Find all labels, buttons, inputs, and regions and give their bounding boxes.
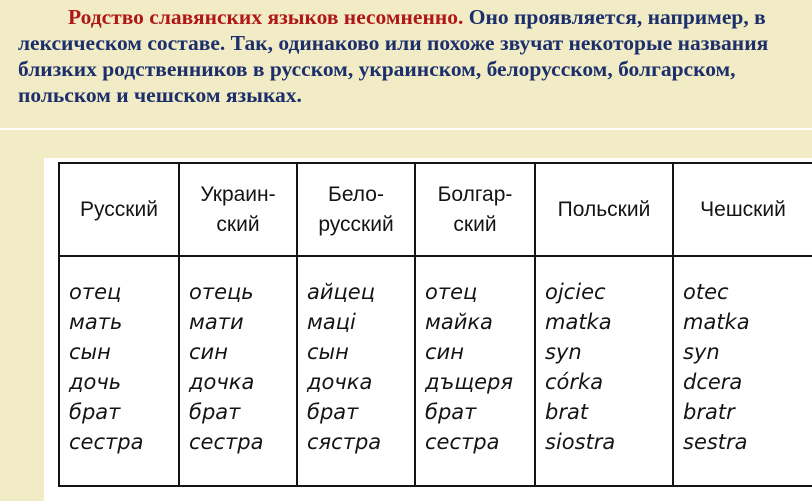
word: syn xyxy=(545,340,582,364)
header-row xyxy=(59,163,812,256)
word: майка xyxy=(425,310,493,334)
word: мать xyxy=(69,310,123,334)
word: сястра xyxy=(307,430,382,454)
word: bratr xyxy=(683,400,735,424)
table-image xyxy=(44,158,812,501)
word: ojciec xyxy=(545,280,606,304)
word: брат xyxy=(69,400,121,424)
word: айцец xyxy=(307,280,376,304)
intro-paragraph xyxy=(18,4,808,108)
word: дочка xyxy=(189,370,255,394)
words-row xyxy=(59,256,812,486)
word: маці xyxy=(307,310,356,334)
header-russian: Русский xyxy=(59,163,179,256)
cell-russian xyxy=(59,256,179,486)
word: otec xyxy=(683,280,729,304)
cell-ukrainian xyxy=(179,256,297,486)
word: сестра xyxy=(69,430,144,454)
word: син xyxy=(189,340,228,364)
header-bulgarian: Болгар- ский xyxy=(415,163,535,256)
header-belarusian: Бело- русский xyxy=(297,163,415,256)
word: дочь xyxy=(69,370,122,394)
word: syn xyxy=(683,340,720,364)
word: сестра xyxy=(189,430,264,454)
word: брат xyxy=(307,400,359,424)
header-czech: Чешский xyxy=(673,163,812,256)
word: дъщеря xyxy=(425,370,514,394)
header-ukrainian: Украин- ский xyxy=(179,163,297,256)
word: córka xyxy=(545,370,604,394)
word: брат xyxy=(189,400,241,424)
cell-polish xyxy=(535,256,673,486)
cell-belarusian xyxy=(297,256,415,486)
word: отец xyxy=(69,280,122,304)
kinship-words-table xyxy=(58,162,812,487)
word: брат xyxy=(425,400,477,424)
header-polish: Польский xyxy=(535,163,673,256)
cell-czech xyxy=(673,256,812,486)
word: matka xyxy=(545,310,612,334)
word: дочка xyxy=(307,370,373,394)
word: dcera xyxy=(683,370,743,394)
word: сестра xyxy=(425,430,500,454)
word: brat xyxy=(545,400,589,424)
word: matka xyxy=(683,310,750,334)
intro-highlight: Родство славянских языков несомненно. xyxy=(68,5,464,29)
word: sestra xyxy=(683,430,748,454)
intro-text: Оно проявляется, например, в лексическом составе. Так, одинаково или похоже звучат некоторые названия близких родственников в русском, украинском, белорусском, болгарском, польском и чешском языках. xyxy=(18,5,769,107)
word: siostra xyxy=(545,430,616,454)
word: сын xyxy=(69,340,111,364)
word: син xyxy=(425,340,464,364)
divider xyxy=(0,128,812,130)
word: мати xyxy=(189,310,244,334)
word: отець xyxy=(189,280,254,304)
cell-bulgarian xyxy=(415,256,535,486)
word: сын xyxy=(307,340,349,364)
word: отец xyxy=(425,280,478,304)
